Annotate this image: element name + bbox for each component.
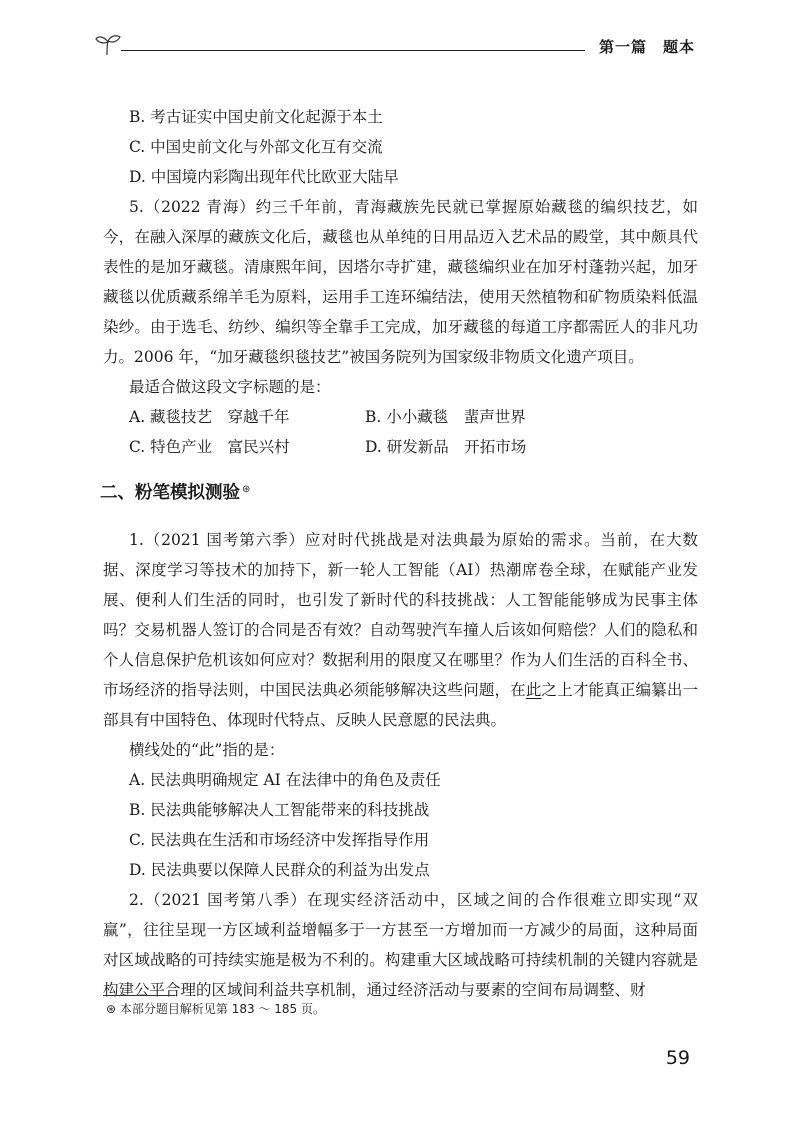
q5-option-a: A. 藏毯技艺 穿越千年 — [129, 408, 290, 426]
footnote — [106, 1000, 325, 1017]
q4-option-c: C. 中国史前文化与外部文化互有交流 — [129, 138, 383, 156]
section-label: 第一篇 题本 — [598, 38, 695, 56]
s2-q1-option-b: B. 民法典能够解决人工智能带来的科技挑战 — [129, 801, 430, 819]
q4-option-d: D. 中国境内彩陶出现年代比欧亚大陆早 — [129, 168, 399, 186]
q5-option-b: B. 小小藏毯 蜚声世界 — [365, 408, 526, 426]
s2-q1-option-a: A. 民法典明确规定 AI 在法律中的角色及责任 — [129, 771, 441, 789]
footnote-mark: ⊛ — [106, 1002, 117, 1016]
q5-options-row-1 — [103, 402, 698, 432]
header-rule — [121, 50, 585, 51]
q5-option-c: C. 特色产业 富民兴村 — [129, 438, 290, 456]
q5-question: 最适合做这段文字标题的是： — [129, 378, 331, 396]
q5-option-d: D. 研发新品 开拓市场 — [365, 438, 527, 456]
s2-q2-paragraph: 2.（2021 国考第八季）在现实经济活动中，区域之间的合作很难立即实现“双赢”，往往呈现一方区域利益增幅多于一方甚至一方增加而一方减少的局面，这种局面对区域战略的可持续实施是极为不利的。构建重大区域战略可持续机制的关键内容就是构建公平合理的区域间利益共享机制，通过经济活动与要素的空间布局调整、财 — [103, 891, 698, 999]
section-footnote-mark: ⊛ — [242, 484, 251, 495]
s2-q1-text-before: 1.（2021 国考第六季）应对时代挑战是对法典最为原始的需求。当前，在大数据、深度学习等技术的加持下，新一轮人工智能（AI）热潮席卷全球，在赋能产业发展、便利人们生活的同时，也引发了新时代的科技挑战：人工智能能够成为民事主体吗？交易机器人签订的合同是否有效？自动驾驶汽车撞人后该如何赔偿？人们的隐私和个人信息保护危机该如何应对？数据利用的限度又在哪里？作为人们生活的百科全书、市场经济的指导法则，中国民法典必须能够解决这些问题，在 — [103, 531, 698, 699]
sprout-icon — [95, 34, 121, 56]
page-number: 59 — [665, 1047, 690, 1069]
s2-q1-option-c: C. 民法典在生活和市场经济中发挥指导作用 — [129, 831, 430, 849]
s2-q1-paragraph — [103, 525, 698, 735]
s2-q1-question: 横线处的“此”指的是： — [129, 741, 285, 759]
running-header — [95, 30, 695, 62]
footnote-rule — [103, 995, 175, 996]
section-title-text: 二、粉笔模拟测验 — [100, 483, 240, 503]
s2-q1-option-d: D. 民法典要以保障人民群众的利益为出发点 — [129, 861, 430, 879]
q5-paragraph: 5.（2022 青海）约三千年前，青海藏族先民就已掌握原始藏毯的编织技艺，如今，在融入深厚的藏族文化后，藏毯也从单纯的日用品迈入艺术品的殿堂，其中颇具代表性的是加牙藏毯。清康熙年间，因塔尔寺扩建，藏毯编织业在加牙村蓬勃兴起，加牙藏毯以优质藏系绵羊毛为原料，运用手工连环编结法，使用天然植物和矿物质染料低温染纱。由于选毛、纺纱、编织等全靠手工完成，加牙藏毯的每道工序都需匠人的非凡功力。2006 年，“加牙藏毯织毯技艺”被国务院列为国家级非物质文化遗产项目。 — [103, 198, 698, 366]
s2-q1-text-after: 之上才能真正编纂出一部具有中国特色、体现时代特点、反映人民意愿的民法典。 — [103, 681, 698, 729]
q5-options-row-2 — [103, 432, 698, 462]
page-content — [100, 102, 698, 1005]
s2-q1-underlined-word: 此 — [525, 681, 542, 699]
section-heading — [100, 475, 698, 508]
q4-option-b: B. 考古证实中国史前文化起源于本土 — [129, 108, 383, 126]
footnote-text: 本部分题目解析见第 183 ～ 185 页。 — [119, 1002, 325, 1016]
